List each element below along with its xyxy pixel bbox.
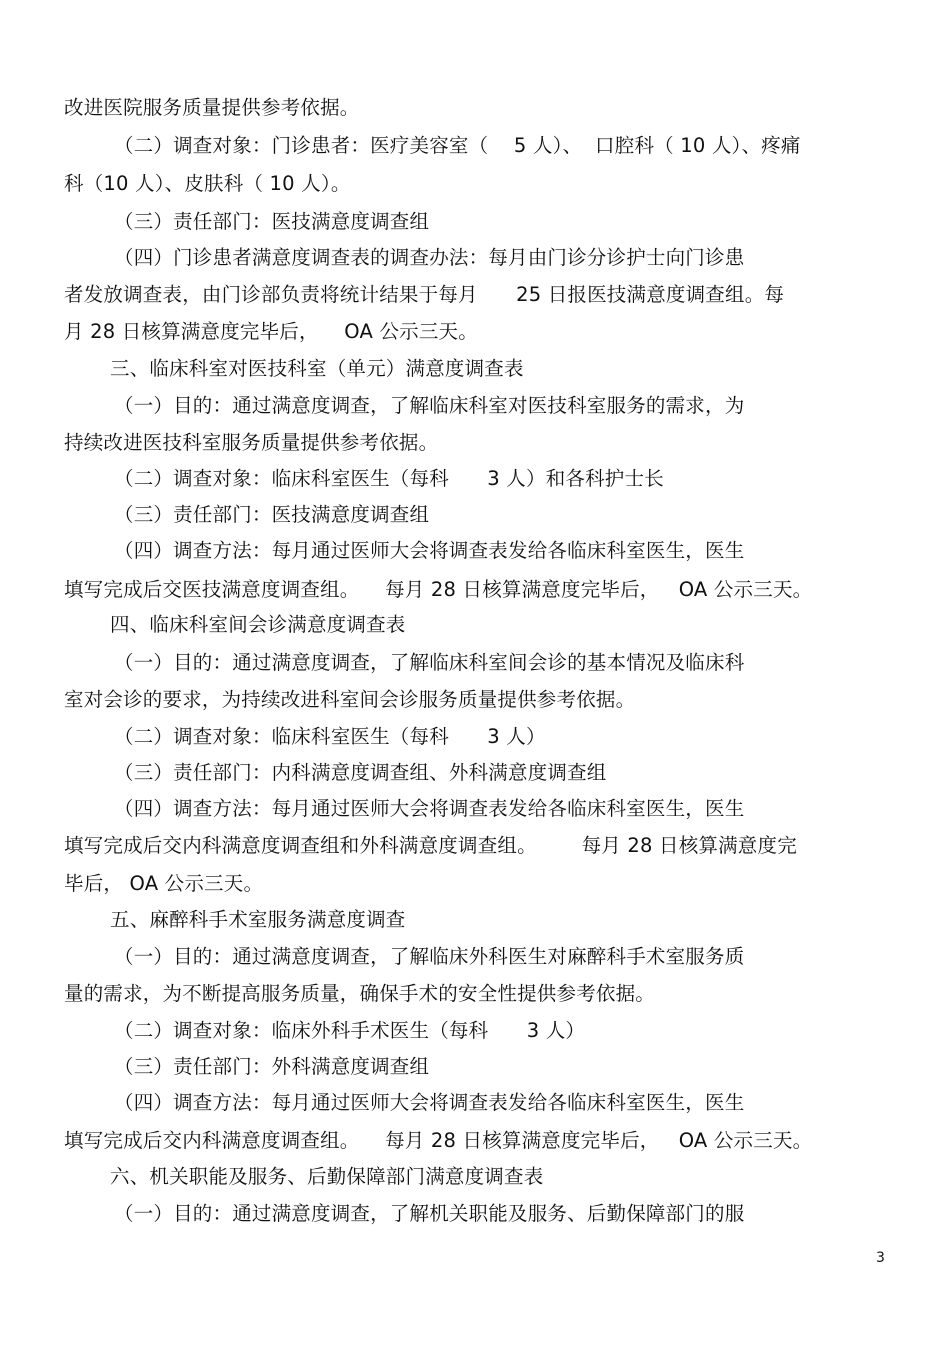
- page-number: 3: [876, 1250, 885, 1266]
- text-line: （四）调查方法：每月通过医师大会将调查表发给各临床科室医生，医生: [114, 797, 745, 820]
- section-heading: 三、临床科室对医技科室（单元）满意度调查表: [110, 357, 524, 380]
- text-line: 填写完成后交医技满意度调查组。 每月 28 日核算满意度完毕后， OA 公示三天。: [64, 578, 813, 601]
- text-line: （四）调查方法：每月通过医师大会将调查表发给各临床科室医生，医生: [114, 539, 745, 562]
- text-line: （一）目的：通过满意度调查，了解临床科室间会诊的基本情况及临床科: [114, 651, 745, 674]
- section-heading: 四、临床科室间会诊满意度调查表: [110, 613, 406, 636]
- text-line: 量的需求，为不断提高服务质量，确保手术的安全性提供参考依据。: [64, 982, 656, 1005]
- text-line: （三）责任部门：外科满意度调查组: [114, 1055, 430, 1078]
- text-line: 持续改进医技科室服务质量提供参考依据。: [64, 431, 439, 454]
- section-heading: 六、机关职能及服务、后勤保障部门满意度调查表: [110, 1165, 544, 1188]
- text-line: 改进医院服务质量提供参考依据。: [64, 96, 360, 119]
- text-line: （二）调查对象：临床科室医生（每科 3 人）: [114, 725, 546, 748]
- text-line: 室对会诊的要求，为持续改进科室间会诊服务质量提供参考依据。: [64, 688, 636, 711]
- text-line: （二）调查对象：门诊患者：医疗美容室（ 5 人）、 口腔科（ 10 人）、疼痛: [114, 134, 801, 157]
- text-line: （二）调查对象：临床科室医生（每科 3 人）和各科护士长: [114, 467, 664, 490]
- text-line: 者发放调查表，由门诊部负责将统计结果于每月 25 日报医技满意度调查组。每: [64, 283, 785, 306]
- text-line: 科（10 人）、皮肤科（ 10 人）。: [64, 172, 351, 195]
- text-line: （四）调查方法：每月通过医师大会将调查表发给各临床科室医生，医生: [114, 1091, 745, 1114]
- text-line: （四）门诊患者满意度调查表的调查办法：每月由门诊分诊护士向门诊患: [114, 246, 745, 269]
- text-line: （一）目的：通过满意度调查，了解机关职能及服务、后勤保障部门的服: [114, 1202, 745, 1225]
- text-line: （一）目的：通过满意度调查，了解临床科室对医技科室服务的需求，为: [114, 394, 745, 417]
- text-line: 填写完成后交内科满意度调查组。 每月 28 日核算满意度完毕后， OA 公示三天。: [64, 1129, 813, 1152]
- text-line: （二）调查对象：临床外科手术医生（每科 3 人）: [114, 1019, 586, 1042]
- text-line: （三）责任部门：内科满意度调查组、外科满意度调查组: [114, 761, 607, 784]
- text-line: （一）目的：通过满意度调查，了解临床外科医生对麻醉科手术室服务质: [114, 945, 745, 968]
- text-line: （三）责任部门：医技满意度调查组: [114, 210, 430, 233]
- text-line: （三）责任部门：医技满意度调查组: [114, 503, 430, 526]
- text-line: 填写完成后交内科满意度调查组和外科满意度调查组。 每月 28 日核算满意度完: [64, 834, 797, 857]
- text-line: 毕后， OA 公示三天。: [64, 872, 264, 895]
- text-line: 月 28 日核算满意度完毕后， OA 公示三天。: [64, 320, 478, 343]
- section-heading: 五、麻醉科手术室服务满意度调查: [110, 908, 406, 931]
